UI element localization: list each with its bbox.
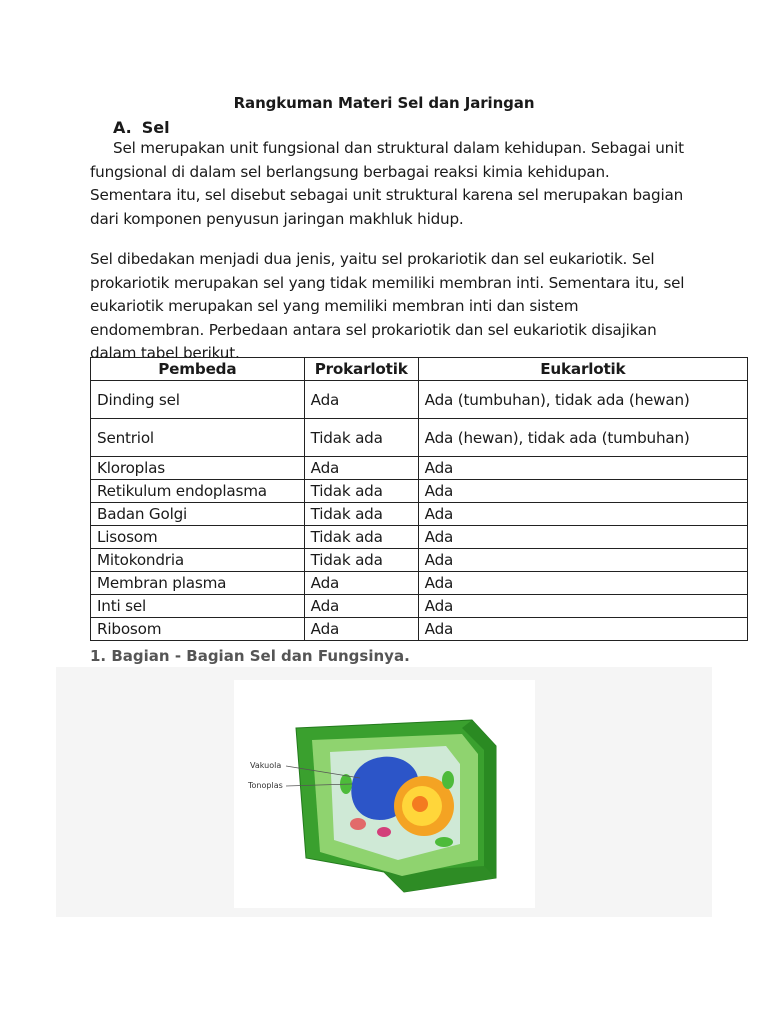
table-cell: Ada: [418, 572, 747, 595]
subsection-heading: 1. Bagian - Bagian Sel dan Fungsinya.: [90, 647, 410, 665]
table-cell: Inti sel: [91, 595, 305, 618]
table-cell: Tidak ada: [304, 503, 418, 526]
section-number: A.: [113, 118, 132, 137]
section-title: Sel: [141, 118, 170, 137]
table-cell: Tidak ada: [304, 549, 418, 572]
table-header-cell: Prokarlotik: [304, 358, 418, 381]
table-cell: Ada: [418, 457, 747, 480]
paragraph-sel-types: Sel dibedakan menjadi dua jenis, yaitu sel prokariotik dan sel eukariotik. Sel prokariotik merupakan sel yang tidak memiliki membran inti. Sementara itu, sel eukariotik merupakan sel yang memiliki membran inti dan sistem endomembran. Perbedaan antara sel prokariotik dan sel eukariotik disajikan dalam tabel berikut.: [90, 250, 685, 362]
table-cell: Ada: [304, 381, 418, 419]
table-row: [91, 618, 748, 641]
table-cell: Ada: [304, 618, 418, 641]
table-cell: Ada (hewan), tidak ada (tumbuhan): [418, 419, 747, 457]
table-cell: Tidak ada: [304, 526, 418, 549]
table-cell: Ada: [418, 595, 747, 618]
table-cell: Sentriol: [91, 419, 305, 457]
figure-label-vakuola: Vakuola: [250, 761, 282, 770]
table-cell: Tidak ada: [304, 419, 418, 457]
document-title: Rangkuman Materi Sel dan Jaringan: [233, 94, 535, 112]
table-cell: Badan Golgi: [91, 503, 305, 526]
table-row: [91, 419, 748, 457]
table-cell: Ada: [304, 457, 418, 480]
table-cell: Ada (tumbuhan), tidak ada (hewan): [418, 381, 747, 419]
table-cell: Retikulum endoplasma: [91, 480, 305, 503]
section-heading: [113, 118, 170, 137]
table-row: [91, 457, 748, 480]
table-header-cell: Eukarlotik: [418, 358, 747, 381]
table-cell: Ada: [418, 618, 747, 641]
table-row: [91, 480, 748, 503]
table-header-row: [91, 358, 748, 381]
table-cell: Kloroplas: [91, 457, 305, 480]
table-cell: Mitokondria: [91, 549, 305, 572]
table-row: [91, 381, 748, 419]
table-row: [91, 595, 748, 618]
table-cell: Ada: [418, 503, 747, 526]
paragraph-sel-definition: Sel merupakan unit fungsional dan struktural dalam kehidupan. Sebagai unit fungsional di dalam sel berlangsung berbagai reaksi kimia kehidupan. Sementara itu, sel disebut sebagai unit struktural karena sel merupakan bagian dari komponen penyusun jaringan makhluk hidup.: [90, 139, 684, 228]
table-cell: Lisosom: [91, 526, 305, 549]
table-cell: Ribosom: [91, 618, 305, 641]
table-cell: Ada: [418, 480, 747, 503]
table-cell: Ada: [304, 595, 418, 618]
table-cell: Dinding sel: [91, 381, 305, 419]
table-row: [91, 526, 748, 549]
table-cell: Ada: [304, 572, 418, 595]
table-cell: Tidak ada: [304, 480, 418, 503]
table-cell: Ada: [418, 549, 747, 572]
table-row: [91, 572, 748, 595]
table-cell: Membran plasma: [91, 572, 305, 595]
plant-cell-illustration: [234, 680, 535, 908]
table-row: [91, 503, 748, 526]
plant-cell-figure: [234, 680, 535, 908]
table-header-cell: Pembeda: [91, 358, 305, 381]
table-row: [91, 549, 748, 572]
figure-label-tonoplas: Tonoplas: [248, 781, 283, 790]
table-cell: Ada: [418, 526, 747, 549]
comparison-table: [90, 357, 748, 641]
